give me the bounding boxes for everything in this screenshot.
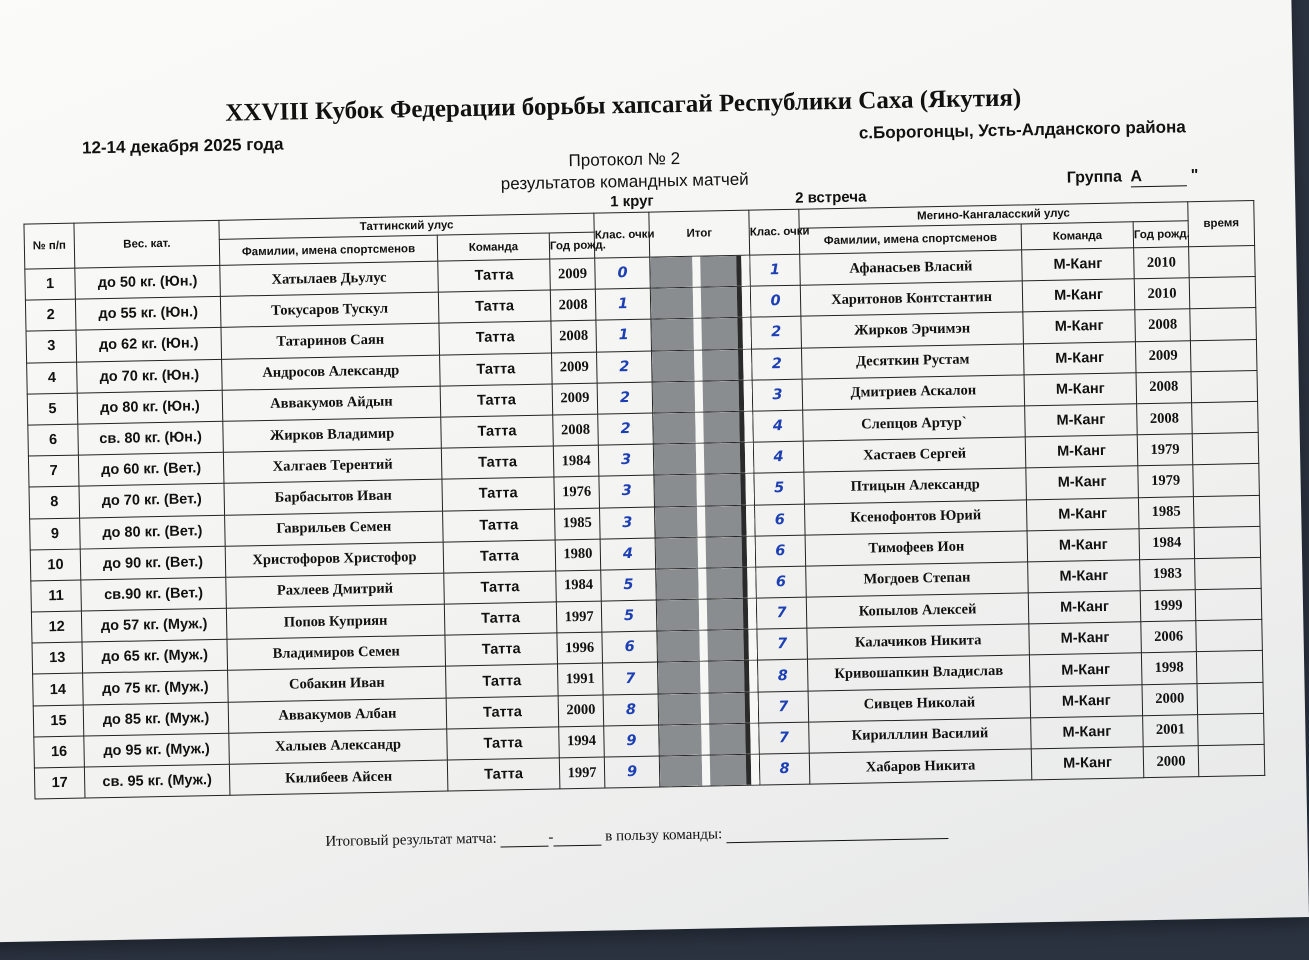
weight-category: св. 80 кг. (Юн.) [78, 421, 224, 455]
total-cell [652, 349, 753, 382]
left-athlete-name: Гаврильев Семен [225, 511, 444, 546]
left-athlete-name: Аввакумов Албан [228, 698, 447, 733]
total-shading [660, 755, 760, 787]
left-points: 9 [604, 756, 660, 788]
right-athlete-name: Кривошапкин Владислав [807, 655, 1030, 690]
left-team-name: Татта [440, 353, 553, 386]
right-points: 2 [752, 348, 803, 380]
right-points: 7 [757, 628, 808, 660]
left-team-name: Татта [446, 696, 559, 729]
final-result-line [325, 822, 948, 851]
time-cell [1189, 277, 1256, 309]
right-points: 6 [755, 535, 806, 567]
left-athlete-name: Андросов Александр [222, 355, 441, 390]
right-team-name: М-Канг [1023, 341, 1136, 374]
left-athlete-name: Барбасытов Иван [224, 479, 443, 514]
left-points: 3 [600, 507, 656, 539]
time-cell [1197, 682, 1264, 714]
total-shading [651, 287, 751, 319]
document-title: XXVIII Кубок Федерации борьбы хапсагай Республики Саха (Якутия) [225, 84, 1022, 127]
right-team-name: М-Канг [1028, 591, 1141, 624]
weight-category: до 57 кг. (Муж.) [81, 608, 227, 642]
left-athlete-name: Христофоров Христофор [225, 542, 444, 577]
left-team-name: Татта [444, 571, 557, 604]
right-points: 6 [756, 566, 807, 598]
left-athlete-name: Хатылаев Дьулус [220, 261, 439, 296]
left-birth-year: 1985 [555, 508, 601, 540]
right-athlete-name: Тимофеев Ион [805, 531, 1028, 566]
left-birth-year: 1984 [553, 445, 599, 477]
group-label: Группа [1066, 168, 1123, 187]
right-team-name: М-Канг [1031, 747, 1144, 780]
weight-category: до 75 кг. (Муж.) [83, 671, 229, 705]
header-year-left: Год рожд. [549, 232, 595, 259]
total-cell [659, 754, 760, 787]
weight-category: до 80 кг. (Юн.) [77, 390, 223, 424]
right-birth-year: 2010 [1134, 278, 1190, 310]
total-cell [653, 442, 754, 475]
left-birth-year: 1991 [558, 664, 604, 696]
left-points: 1 [596, 319, 652, 351]
results-body [25, 245, 1265, 799]
group-value [1130, 167, 1186, 187]
total-cell [656, 567, 757, 600]
right-athlete-name: Харитонов Контстантин [800, 281, 1023, 316]
right-birth-year: 2008 [1137, 403, 1193, 435]
right-athlete-name: Дмитриев Аскалон [802, 375, 1025, 410]
total-shading [654, 474, 754, 506]
total-shading [657, 630, 757, 662]
left-birth-year: 1996 [557, 632, 603, 664]
left-points: 7 [603, 662, 659, 694]
weight-category: до 95 кг. (Муж.) [84, 733, 230, 767]
weight-category: до 65 кг. (Муж.) [82, 640, 228, 674]
right-points: 7 [756, 597, 807, 629]
left-points: 5 [601, 569, 657, 601]
left-team-name: Татта [438, 259, 551, 292]
right-team-name: М-Канг [1029, 622, 1142, 655]
left-team-name: Татта [443, 508, 556, 541]
left-points: 1 [595, 288, 651, 320]
left-points: 3 [598, 444, 654, 476]
left-team-name: Татта [438, 290, 551, 323]
total-shading [659, 723, 759, 755]
left-team-name: Татта [441, 415, 554, 448]
group-field [1067, 167, 1199, 189]
right-points: 8 [758, 660, 809, 692]
right-birth-year: 2008 [1136, 371, 1192, 403]
left-team-name: Татта [447, 727, 560, 760]
left-points: 2 [597, 351, 653, 383]
right-athlete-name: Могдоев Степан [806, 562, 1029, 597]
right-team-name: М-Канг [1026, 466, 1139, 499]
left-athlete-name: Владимиров Семен [227, 635, 446, 670]
time-cell [1192, 433, 1259, 465]
row-number: 6 [28, 424, 79, 456]
right-birth-year: 1979 [1138, 465, 1194, 497]
time-cell [1195, 588, 1262, 620]
left-athlete-name: Халыев Александр [229, 729, 448, 764]
left-birth-year: 1997 [556, 601, 602, 633]
group-letter: А [1130, 168, 1143, 186]
left-birth-year: 1980 [555, 539, 601, 571]
left-points: 2 [598, 413, 654, 445]
meeting-label: 2 встреча [794, 188, 867, 207]
result-label: Итоговый результат матча: [325, 830, 497, 850]
right-team-name: М-Канг [1031, 716, 1144, 749]
left-athlete-name: Татаринов Саян [221, 324, 440, 359]
right-birth-year: 2010 [1134, 247, 1190, 279]
protocol-subtitle: результатов командных матчей [500, 169, 749, 194]
row-number: 13 [32, 642, 83, 674]
total-shading [659, 692, 759, 724]
event-date: 12-14 декабря 2025 года [81, 134, 284, 158]
left-points: 3 [599, 475, 655, 507]
total-shading [655, 505, 755, 537]
right-athlete-name: Сивцев Николай [808, 686, 1031, 721]
left-athlete-name: Халгаев Терентий [223, 448, 442, 483]
header-time: время [1188, 200, 1255, 246]
right-team-name: М-Канг [1025, 404, 1138, 437]
total-cell [651, 318, 752, 351]
total-cell [658, 692, 759, 725]
header-points-right: Клас. очки [749, 209, 800, 255]
favor-label: в пользу команды: [605, 826, 723, 845]
header-year-right: Год рожд. [1133, 221, 1189, 248]
left-athlete-name: Токусаров Тускул [220, 292, 439, 327]
left-team-name: Татта [446, 664, 559, 697]
total-cell [659, 723, 760, 756]
right-points: 5 [754, 472, 805, 504]
header-total: Итог [649, 210, 750, 257]
total-shading [653, 380, 753, 412]
time-cell [1192, 401, 1259, 433]
right-athlete-name: Хастаев Сергей [803, 437, 1026, 472]
total-cell [650, 286, 751, 319]
right-birth-year: 2000 [1143, 746, 1199, 778]
row-number: 2 [25, 299, 76, 331]
favor-team-blank [726, 838, 948, 843]
time-cell [1193, 464, 1260, 496]
left-athlete-name: Попов Куприян [226, 604, 445, 639]
left-points: 8 [603, 694, 659, 726]
right-athlete-name: Копылов Алексей [806, 593, 1029, 628]
right-athlete-name: Слепцов Артур` [803, 406, 1026, 441]
time-cell [1198, 744, 1265, 776]
right-birth-year: 1999 [1140, 590, 1196, 622]
left-birth-year: 1994 [559, 726, 605, 758]
header-names-right: Фамилии, имена спортсменов [799, 224, 1021, 254]
total-cell [652, 380, 753, 413]
right-points: 6 [755, 504, 806, 536]
left-team-name: Татта [443, 540, 556, 573]
right-athlete-name: Ксенофонтов Юрий [804, 499, 1027, 534]
right-team-name: М-Канг [1029, 653, 1142, 686]
row-number: 9 [30, 518, 81, 550]
row-number: 12 [31, 611, 82, 643]
time-cell [1191, 370, 1258, 402]
right-athlete-name: Жирков Эрчимэн [801, 312, 1024, 347]
total-shading [653, 412, 753, 444]
result-right-blank [554, 845, 602, 847]
event-place: с.Борогонцы, Усть-Алданского района [858, 117, 1186, 143]
right-birth-year: 1979 [1137, 434, 1193, 466]
weight-category: до 90 кг. (Вет.) [80, 546, 226, 580]
left-team-name: Татта [447, 758, 560, 791]
right-points: 1 [750, 254, 801, 286]
right-points: 0 [750, 285, 801, 317]
time-cell [1190, 339, 1257, 371]
right-birth-year: 2008 [1135, 309, 1191, 341]
right-birth-year: 2000 [1142, 683, 1198, 715]
left-birth-year: 2008 [553, 414, 599, 446]
row-number: 5 [27, 393, 78, 425]
total-shading [658, 661, 758, 693]
right-team-name: М-Канг [1027, 528, 1140, 561]
header-names-left: Фамилии, имена спортсменов [219, 235, 437, 265]
row-number: 3 [26, 330, 77, 362]
result-dash: - [548, 829, 554, 846]
left-athlete-name: Собакин Иван [228, 667, 447, 702]
right-birth-year: 1985 [1138, 496, 1194, 528]
header-points-left: Клас. очки [594, 212, 650, 258]
left-athlete-name: Аввакумов Айдын [222, 386, 441, 421]
left-team-name: Татта [441, 446, 554, 479]
total-shading [657, 599, 757, 631]
left-points: 5 [601, 600, 657, 632]
right-athlete-name: Птицын Александр [804, 468, 1027, 503]
weight-category: до 62 кг. (Юн.) [76, 328, 222, 362]
total-cell [654, 473, 755, 506]
right-athlete-name: Афанасьев Власий [800, 250, 1023, 285]
total-cell [655, 505, 756, 538]
time-cell [1194, 526, 1261, 558]
total-shading [654, 443, 754, 475]
right-birth-year: 1984 [1139, 527, 1195, 559]
row-number: 14 [33, 673, 84, 705]
time-cell [1195, 557, 1262, 589]
right-athlete-name: Кирилллин Василий [809, 718, 1032, 753]
weight-category: до 70 кг. (Юн.) [77, 359, 223, 393]
round-label: 1 круг [609, 192, 654, 211]
row-number: 16 [34, 736, 85, 768]
header-team-col-left: Команда [437, 233, 549, 261]
left-athlete-name: Килибеев Айсен [229, 760, 448, 795]
left-team-name: Татта [445, 633, 558, 666]
left-birth-year: 1984 [556, 570, 602, 602]
group-mark: " [1190, 167, 1199, 185]
right-birth-year: 2006 [1141, 621, 1197, 653]
right-points: 4 [753, 410, 804, 442]
right-team-name: М-Канг [1023, 310, 1136, 343]
left-birth-year: 2008 [550, 289, 596, 321]
left-athlete-name: Рахлеев Дмитрий [226, 573, 445, 608]
header-team-right: Мегино-Кангаласский улус [799, 202, 1188, 228]
right-athlete-name: Калачиков Никита [807, 624, 1030, 659]
right-points: 7 [758, 691, 809, 723]
total-cell [655, 536, 756, 569]
total-cell [657, 629, 758, 662]
right-birth-year: 1998 [1141, 652, 1197, 684]
right-birth-year: 2001 [1143, 714, 1199, 746]
weight-category: св. 95 кг. (Муж.) [84, 764, 230, 798]
total-shading [650, 256, 750, 288]
time-cell [1196, 620, 1263, 652]
right-team-name: М-Канг [1022, 279, 1135, 312]
right-team-name: М-Канг [1028, 560, 1141, 593]
right-team-name: М-Канг [1026, 497, 1139, 530]
left-athlete-name: Жирков Владимир [223, 417, 442, 452]
time-cell [1196, 651, 1263, 683]
row-number: 10 [30, 549, 81, 581]
left-birth-year: 1976 [554, 476, 600, 508]
right-athlete-name: Хабаров Никита [809, 749, 1032, 784]
right-birth-year: 2009 [1135, 340, 1191, 372]
left-points: 2 [597, 382, 653, 414]
left-birth-year: 2008 [551, 321, 597, 353]
left-team-name: Татта [440, 384, 553, 417]
right-points: 8 [759, 753, 810, 785]
weight-category: до 70 кг. (Вет.) [79, 484, 225, 518]
weight-category: до 85 кг. (Муж.) [83, 702, 229, 736]
right-points: 4 [753, 441, 804, 473]
header-team-col-right: Команда [1021, 222, 1133, 250]
protocol-number: Протокол № 2 [568, 148, 681, 171]
right-team-name: М-Канг [1022, 248, 1135, 281]
left-birth-year: 2009 [552, 383, 598, 415]
time-cell [1190, 308, 1257, 340]
row-number: 15 [33, 705, 84, 737]
row-number: 7 [28, 455, 79, 487]
weight-category: до 80 кг. (Вет.) [80, 515, 226, 549]
weight-category: св.90 кг. (Вет.) [81, 577, 227, 611]
left-birth-year: 1997 [559, 757, 605, 789]
right-points: 2 [751, 317, 802, 349]
weight-category: до 55 кг. (Юн.) [75, 297, 221, 331]
total-cell [658, 661, 759, 694]
row-number: 1 [25, 268, 76, 300]
time-cell [1189, 245, 1256, 277]
left-team-name: Татта [444, 602, 557, 635]
left-team-name: Татта [442, 477, 555, 510]
left-points: 0 [595, 257, 651, 289]
left-birth-year: 2009 [552, 352, 598, 384]
row-number: 11 [31, 580, 82, 612]
total-cell [656, 598, 757, 631]
right-points: 3 [752, 379, 803, 411]
header-weight: Вес. кат. [74, 220, 220, 268]
total-shading [656, 536, 756, 568]
results-table [23, 200, 1265, 800]
header-num: № п/п [24, 223, 75, 269]
time-cell [1193, 495, 1260, 527]
right-team-name: М-Канг [1030, 684, 1143, 717]
left-points: 6 [602, 631, 658, 663]
row-number: 17 [34, 767, 85, 799]
result-left-blank [501, 846, 549, 848]
left-points: 4 [600, 538, 656, 570]
left-birth-year: 2009 [550, 258, 596, 290]
total-cell [653, 411, 754, 444]
row-number: 4 [27, 362, 78, 394]
left-team-name: Татта [439, 321, 552, 354]
left-points: 9 [604, 725, 660, 757]
weight-category: до 50 кг. (Юн.) [75, 265, 221, 299]
total-shading [652, 349, 752, 381]
right-points: 7 [759, 722, 810, 754]
total-shading [656, 567, 756, 599]
time-cell [1198, 713, 1265, 745]
header-team-left: Таттинский улус [219, 213, 594, 239]
total-cell [650, 255, 751, 288]
row-number: 8 [29, 486, 80, 518]
right-athlete-name: Десяткин Рустам [802, 343, 1025, 378]
left-birth-year: 2000 [558, 695, 604, 727]
total-shading [651, 318, 751, 350]
right-team-name: М-Канг [1025, 435, 1138, 468]
right-birth-year: 1983 [1140, 559, 1196, 591]
weight-category: до 60 кг. (Вет.) [78, 452, 224, 486]
right-team-name: М-Канг [1024, 373, 1137, 406]
